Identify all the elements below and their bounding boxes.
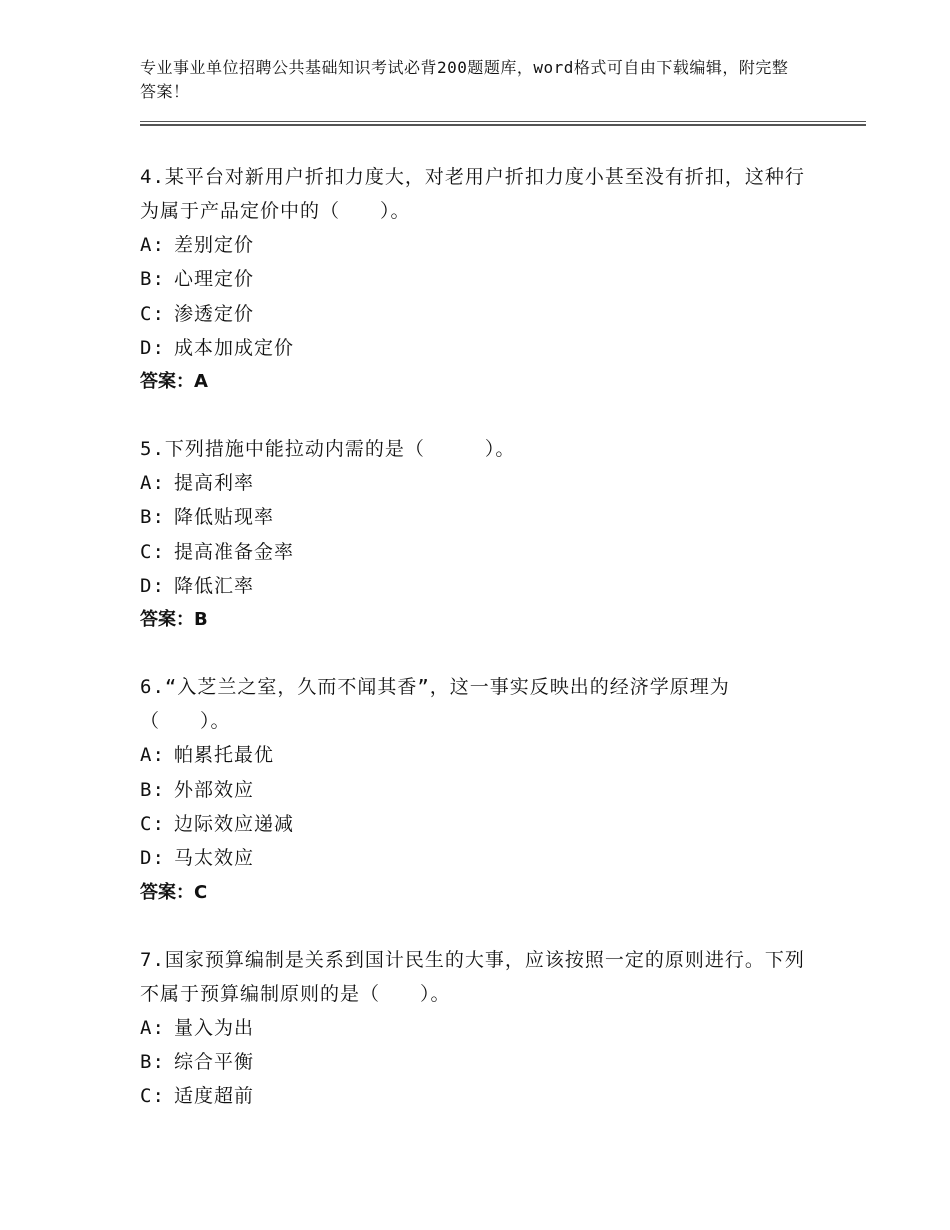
- answer-line: [140, 603, 810, 637]
- answer-value: C: [194, 881, 208, 903]
- question-list: [140, 160, 810, 1146]
- option-text: 适度超前: [174, 1085, 255, 1108]
- option-text: 差别定价: [174, 234, 255, 256]
- option-text: 成本加成定价: [174, 336, 295, 359]
- option-text: 帕累托最优: [174, 744, 275, 767]
- option-d: [140, 331, 810, 365]
- question-7: [140, 943, 810, 1114]
- question-stem: 4.某平台对新用户折扣力度大，对老用户折扣力度小甚至没有折扣，这种行为属于产品定价中的（ ）。: [140, 166, 805, 222]
- question-stem: 5.下列措施中能拉动内需的是（ ）。: [140, 438, 516, 461]
- answer-value: A: [194, 371, 208, 393]
- option-d: [140, 569, 810, 603]
- option-text: 心理定价: [174, 268, 255, 291]
- answer-label: 答案：: [140, 371, 194, 393]
- option-b: [140, 1045, 810, 1079]
- option-letter: B:: [140, 506, 165, 529]
- option-a: [140, 466, 810, 500]
- option-a: [140, 228, 810, 262]
- option-text: 提高利率: [174, 472, 255, 495]
- option-letter: D:: [140, 847, 165, 870]
- option-text: 降低贴现率: [174, 506, 275, 529]
- option-text: 外部效应: [174, 778, 255, 801]
- answer-line: [140, 365, 810, 399]
- option-letter: C:: [140, 1085, 165, 1108]
- option-a: [140, 738, 810, 772]
- option-letter: C:: [140, 540, 165, 563]
- option-text: 提高准备金率: [174, 540, 295, 563]
- option-letter: A:: [140, 744, 165, 767]
- option-c: [140, 535, 810, 569]
- question-6: [140, 670, 810, 909]
- option-letter: A:: [140, 234, 165, 256]
- answer-label: 答案：: [140, 609, 194, 631]
- option-letter: D:: [140, 575, 165, 598]
- option-b: [140, 773, 810, 807]
- option-text: 渗透定价: [174, 302, 255, 325]
- option-d: [140, 841, 810, 875]
- question-5: [140, 432, 810, 637]
- option-letter: B:: [140, 778, 165, 801]
- option-c: [140, 807, 810, 841]
- header-divider-thick: [140, 124, 866, 126]
- option-letter: B:: [140, 268, 165, 291]
- option-text: 马太效应: [174, 847, 255, 870]
- option-b: [140, 500, 810, 534]
- option-a: [140, 1011, 810, 1045]
- question-stem: 7.国家预算编制是关系到国计民生的大事，应该按照一定的原则进行。下列不属于预算编制原则的是（ ）。: [140, 948, 805, 1005]
- answer-label: 答案：: [140, 881, 194, 903]
- option-b: [140, 262, 810, 296]
- option-c: [140, 1079, 810, 1113]
- option-text: 综合平衡: [174, 1050, 255, 1073]
- option-text: 降低汇率: [174, 575, 255, 598]
- option-letter: C:: [140, 812, 165, 835]
- answer-value: B: [194, 609, 208, 631]
- option-text: 量入为出: [174, 1016, 255, 1039]
- option-letter: A:: [140, 472, 165, 495]
- question-stem: 6.“入芝兰之室，久而不闻其香”，这一事实反映出的经济学原理为（ ）。: [140, 676, 730, 733]
- header-divider-thin: [140, 121, 866, 122]
- option-text: 边际效应递减: [174, 812, 295, 835]
- option-c: [140, 297, 810, 331]
- option-letter: A:: [140, 1016, 165, 1039]
- question-4: [140, 160, 810, 399]
- answer-line: [140, 876, 810, 910]
- option-letter: D:: [140, 336, 165, 359]
- option-letter: C:: [140, 302, 165, 325]
- option-letter: B:: [140, 1050, 165, 1073]
- document-header: 专业事业单位招聘公共基础知识考试必背200题题库，word格式可自由下载编辑，附完整答案！: [140, 58, 789, 101]
